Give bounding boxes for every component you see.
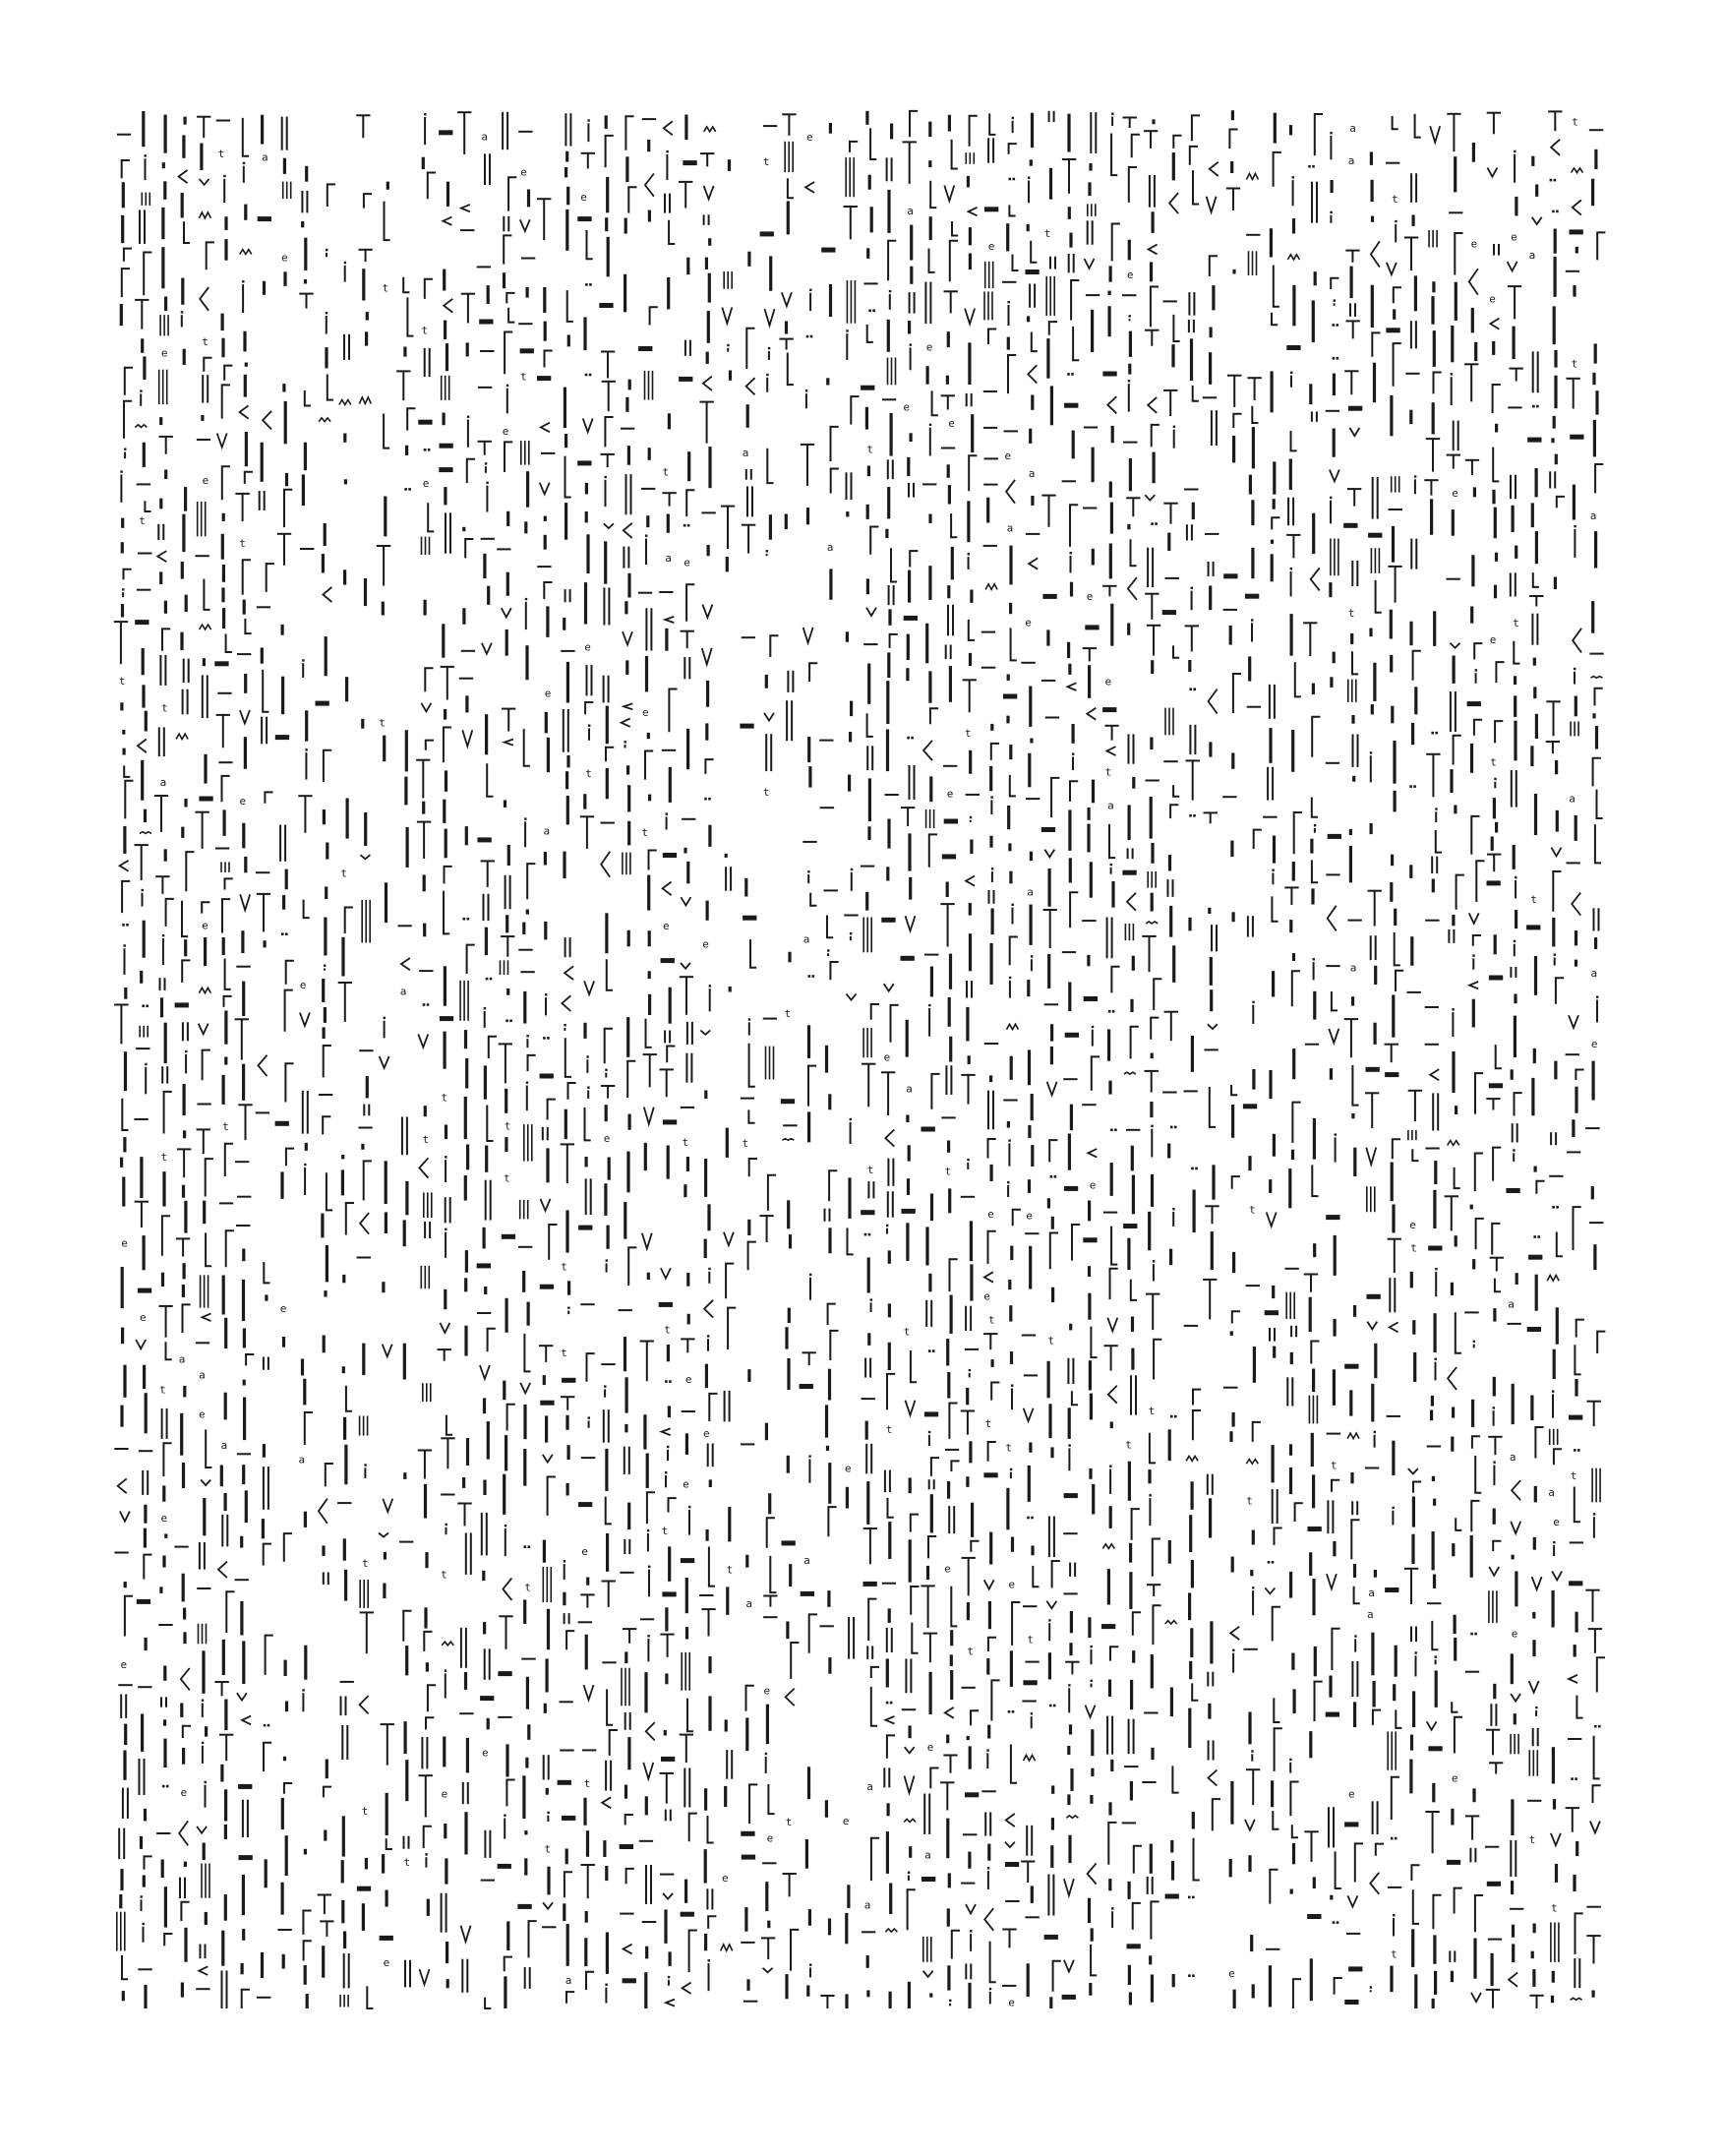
svg-text:a: a <box>906 1082 913 1096</box>
svg-text:t: t <box>583 1777 591 1791</box>
svg-text:t: t <box>784 1007 792 1020</box>
svg-text:t: t <box>664 1323 671 1337</box>
svg-text:e: e <box>1409 1219 1416 1231</box>
svg-text:t: t <box>866 1164 874 1177</box>
svg-text:t: t <box>1347 606 1355 620</box>
svg-text:t: t <box>885 1423 893 1437</box>
svg-text:e: e <box>202 474 209 488</box>
svg-text:e: e <box>160 346 168 360</box>
svg-text:a: a <box>262 150 268 164</box>
svg-text:t: t <box>1249 1203 1256 1217</box>
svg-text:a: a <box>1590 967 1598 981</box>
svg-text:a: a <box>1509 1451 1516 1464</box>
svg-text:a: a <box>863 1898 871 1912</box>
svg-text:t: t <box>504 1119 511 1133</box>
svg-text:a: a <box>1569 792 1575 806</box>
svg-text:e: e <box>1590 1037 1598 1050</box>
svg-text:e: e <box>1553 1516 1560 1528</box>
svg-text:t: t <box>1551 1901 1558 1915</box>
svg-text:t: t <box>1391 1947 1397 1961</box>
svg-text:e: e <box>946 787 954 801</box>
svg-text:e: e <box>202 919 208 932</box>
svg-text:e: e <box>482 1746 489 1760</box>
svg-text:a: a <box>665 552 672 566</box>
svg-text:t: t <box>967 1645 975 1658</box>
svg-text:t: t <box>1513 617 1519 630</box>
svg-text:t: t <box>361 1805 369 1819</box>
svg-text:a: a <box>199 1368 206 1382</box>
svg-text:e: e <box>383 1956 390 1970</box>
svg-text:t: t <box>222 1119 229 1133</box>
svg-text:t: t <box>382 281 389 295</box>
svg-text:e: e <box>1489 292 1496 306</box>
svg-text:e: e <box>502 425 509 439</box>
svg-text:t: t <box>1572 115 1578 129</box>
svg-text:a: a <box>924 1848 931 1862</box>
svg-text:e: e <box>120 1657 128 1671</box>
svg-text:e: e <box>1451 1771 1458 1785</box>
svg-text:t: t <box>421 324 429 337</box>
svg-text:e: e <box>1008 1996 1015 2009</box>
svg-text:t: t <box>504 1171 510 1185</box>
svg-text:e: e <box>684 1373 692 1387</box>
svg-text:t: t <box>903 1325 911 1339</box>
svg-text:e: e <box>1470 237 1478 251</box>
svg-text:a: a <box>1368 1586 1375 1599</box>
svg-text:e: e <box>766 1831 774 1845</box>
svg-text:t: t <box>984 1416 992 1430</box>
svg-text:e: e <box>842 1814 850 1827</box>
svg-text:a: a <box>159 775 167 789</box>
svg-text:t: t <box>362 1556 369 1570</box>
svg-text:e: e <box>580 190 587 204</box>
svg-text:e: e <box>1348 1787 1355 1801</box>
svg-text:t: t <box>441 1091 448 1105</box>
svg-text:a: a <box>826 541 834 554</box>
svg-text:t: t <box>682 1135 689 1149</box>
svg-text:a: a <box>1589 509 1597 523</box>
svg-text:t: t <box>1530 893 1537 907</box>
svg-text:t: t <box>585 766 592 780</box>
svg-text:t: t <box>239 537 246 551</box>
svg-text:t: t <box>524 1581 532 1594</box>
svg-text:t: t <box>160 1151 168 1165</box>
svg-text:e: e <box>544 687 552 700</box>
svg-text:a: a <box>907 204 914 217</box>
svg-text:e: e <box>944 1562 951 1576</box>
svg-text:a: a <box>220 1438 228 1452</box>
svg-text:a: a <box>803 1554 810 1568</box>
svg-text:a: a <box>1349 122 1356 135</box>
svg-text:e: e <box>684 556 690 569</box>
svg-text:e: e <box>722 1872 729 1886</box>
svg-text:t: t <box>762 786 770 799</box>
glyph-layer <box>114 110 1606 2008</box>
svg-text:e: e <box>983 1289 990 1303</box>
svg-text:e: e <box>806 130 813 144</box>
svg-text:e: e <box>663 919 670 932</box>
svg-text:e: e <box>1025 616 1032 629</box>
svg-text:e: e <box>883 1050 891 1064</box>
svg-text:e: e <box>703 1427 710 1441</box>
svg-text:t: t <box>1125 1438 1132 1452</box>
svg-text:e: e <box>987 240 995 254</box>
svg-text:t: t <box>662 465 670 479</box>
svg-text:t: t <box>1047 1334 1055 1348</box>
svg-text:a: a <box>745 1597 753 1611</box>
svg-text:e: e <box>845 1462 852 1475</box>
svg-text:a: a <box>1508 1297 1515 1311</box>
svg-text:e: e <box>1008 1578 1016 1591</box>
svg-text:e: e <box>1089 1178 1097 1192</box>
svg-text:a: a <box>1367 1607 1374 1621</box>
svg-text:a: a <box>1027 885 1034 899</box>
svg-text:e: e <box>1126 269 1134 282</box>
svg-text:e: e <box>584 640 591 654</box>
svg-text:t: t <box>726 1563 734 1577</box>
svg-text:e: e <box>683 1477 689 1491</box>
svg-text:t: t <box>159 1383 166 1397</box>
svg-text:t: t <box>520 370 527 384</box>
svg-text:t: t <box>403 1855 411 1869</box>
svg-text:t: t <box>561 1260 567 1274</box>
svg-text:t: t <box>379 716 386 730</box>
svg-text:e: e <box>1489 633 1497 647</box>
svg-text:t: t <box>1331 1459 1338 1472</box>
svg-text:e: e <box>199 1407 206 1421</box>
svg-text:e: e <box>603 1132 611 1146</box>
svg-text:t: t <box>1528 1833 1536 1847</box>
svg-text:e: e <box>299 979 307 992</box>
svg-text:e: e <box>1026 1209 1033 1223</box>
svg-text:a: a <box>1347 153 1355 167</box>
svg-text:e: e <box>763 1684 771 1698</box>
svg-text:e: e <box>903 400 911 414</box>
svg-text:t: t <box>1570 1468 1577 1482</box>
svg-text:t: t <box>1148 1404 1156 1417</box>
svg-text:e: e <box>121 1236 128 1250</box>
svg-text:t: t <box>161 701 168 715</box>
svg-text:t: t <box>988 1313 995 1327</box>
svg-text:t: t <box>441 1568 447 1582</box>
svg-text:t: t <box>1246 1494 1253 1508</box>
svg-text:t: t <box>118 674 126 688</box>
svg-text:t: t <box>742 1136 749 1150</box>
svg-text:e: e <box>281 251 288 265</box>
svg-text:t: t <box>661 1524 669 1537</box>
svg-text:e: e <box>180 1786 188 1800</box>
svg-text:t: t <box>561 1347 567 1360</box>
svg-text:a: a <box>742 446 749 459</box>
svg-text:e: e <box>702 937 709 951</box>
svg-text:a: a <box>565 1973 572 1987</box>
svg-text:t: t <box>139 514 146 528</box>
svg-text:e: e <box>642 706 649 720</box>
svg-text:a: a <box>1548 1486 1555 1499</box>
svg-text:e: e <box>441 1787 448 1801</box>
svg-text:e: e <box>279 1301 287 1315</box>
svg-text:e: e <box>160 1512 168 1526</box>
svg-text:e: e <box>1004 449 1012 462</box>
svg-text:a: a <box>298 1453 306 1467</box>
svg-text:a: a <box>1528 249 1536 263</box>
svg-text:t: t <box>1005 1441 1013 1455</box>
svg-text:e: e <box>520 165 527 179</box>
svg-text:e: e <box>422 477 430 491</box>
svg-text:e: e <box>1452 487 1458 500</box>
svg-text:t: t <box>1043 226 1051 240</box>
svg-text:e: e <box>1228 1967 1235 1980</box>
svg-text:t: t <box>217 148 225 161</box>
svg-text:e: e <box>987 1208 994 1221</box>
svg-text:e: e <box>948 417 955 431</box>
svg-text:t: t <box>202 335 208 349</box>
svg-text:t: t <box>866 443 874 456</box>
svg-text:e: e <box>1086 589 1094 603</box>
svg-text:a: a <box>1028 467 1036 481</box>
svg-text:t: t <box>762 155 770 169</box>
svg-text:a: a <box>178 1352 186 1366</box>
svg-text:a: a <box>1006 521 1014 535</box>
svg-text:e: e <box>581 1545 588 1559</box>
svg-text:t: t <box>1410 1241 1417 1255</box>
svg-text:a: a <box>543 824 551 838</box>
svg-text:e: e <box>1511 230 1517 244</box>
svg-text:a: a <box>866 1779 873 1793</box>
svg-text:e: e <box>926 1741 934 1755</box>
svg-text:t: t <box>965 726 972 740</box>
svg-text:e: e <box>1511 1627 1518 1641</box>
svg-text:t: t <box>641 826 649 840</box>
svg-text:t: t <box>544 1842 552 1856</box>
svg-text:t: t <box>1104 765 1112 779</box>
svg-text:t: t <box>1392 193 1398 207</box>
svg-text:a: a <box>481 130 489 144</box>
svg-text:t: t <box>340 867 348 880</box>
svg-text:a: a <box>803 932 810 946</box>
svg-text:a: a <box>1349 961 1357 975</box>
svg-text:e: e <box>1104 675 1112 689</box>
svg-text:t: t <box>944 1165 952 1178</box>
svg-text:t: t <box>422 1132 430 1146</box>
svg-text:e: e <box>925 340 933 354</box>
svg-text:t: t <box>1571 357 1578 371</box>
svg-text:t: t <box>1027 1633 1035 1647</box>
svg-text:t: t <box>785 1815 793 1828</box>
svg-text:e: e <box>239 795 247 808</box>
svg-text:e: e <box>140 1311 147 1325</box>
svg-text:t: t <box>1490 755 1497 769</box>
svg-text:a: a <box>399 985 407 998</box>
svg-text:a: a <box>1107 799 1114 812</box>
